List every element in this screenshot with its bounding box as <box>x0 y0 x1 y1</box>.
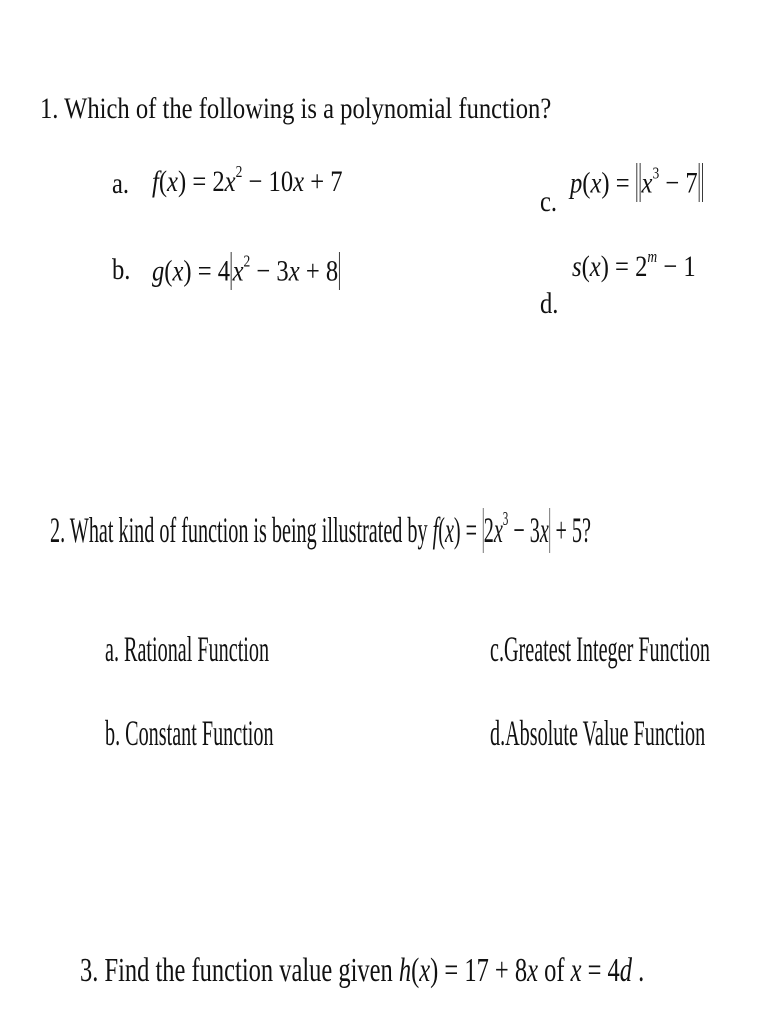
question-1 <box>40 92 551 126</box>
q2-option-b-label: b. <box>105 713 121 753</box>
question-2-expression: $f(x) = 2x^3 - 3x + 5$? <box>432 508 591 551</box>
q1-option-b-label: b. <box>112 253 131 286</box>
q1-option-a-expression: $f(x) = 2x^2 - 10x + 7$ <box>152 161 343 198</box>
q2-option-b-text: Constant Function <box>125 713 274 753</box>
question-3 <box>80 952 644 990</box>
question-3-number: 3. <box>80 952 99 989</box>
question-3-condition: x = 4d . <box>570 952 645 989</box>
q1-option-d-label: d. <box>540 287 559 320</box>
q2-option-d <box>490 712 705 754</box>
q2-option-b <box>105 712 274 754</box>
question-2 <box>50 508 591 553</box>
q2-option-c-label: c. <box>490 629 504 669</box>
q2-option-d-label: d. <box>490 713 506 753</box>
question-3-text: Find the function value given <box>104 952 393 989</box>
q1-option-d-expression: $s(x) = 2^m - 1$ <box>572 246 696 283</box>
question-2-text: What kind of function is being illustrated by <box>69 510 428 551</box>
question-1-number: 1. <box>40 92 59 125</box>
q1-option-b-expression: $g(x) = 4x^2 - 3x + 8$ <box>152 251 339 288</box>
question-3-function: h(x) = 17 + 8x <box>398 952 538 989</box>
q2-option-c <box>490 628 710 670</box>
question-3-of: of <box>544 952 565 989</box>
q2-option-c-text: Greatest Integer Function <box>503 629 711 669</box>
q2-option-a <box>105 628 269 670</box>
q2-option-a-label: a. <box>105 629 119 669</box>
q2-option-a-text: Rational Function <box>124 629 270 669</box>
q1-option-c-expression: $p(x) = x^3 - 7$ <box>570 163 703 202</box>
q1-option-a-label: a. <box>112 167 130 200</box>
question-1-text: Which of the following is a polynomial function? <box>64 92 552 125</box>
q1-option-c-label: c. <box>540 185 558 218</box>
question-2-number: 2. <box>50 510 66 551</box>
q2-option-d-text: Absolute Value Function <box>505 713 706 753</box>
